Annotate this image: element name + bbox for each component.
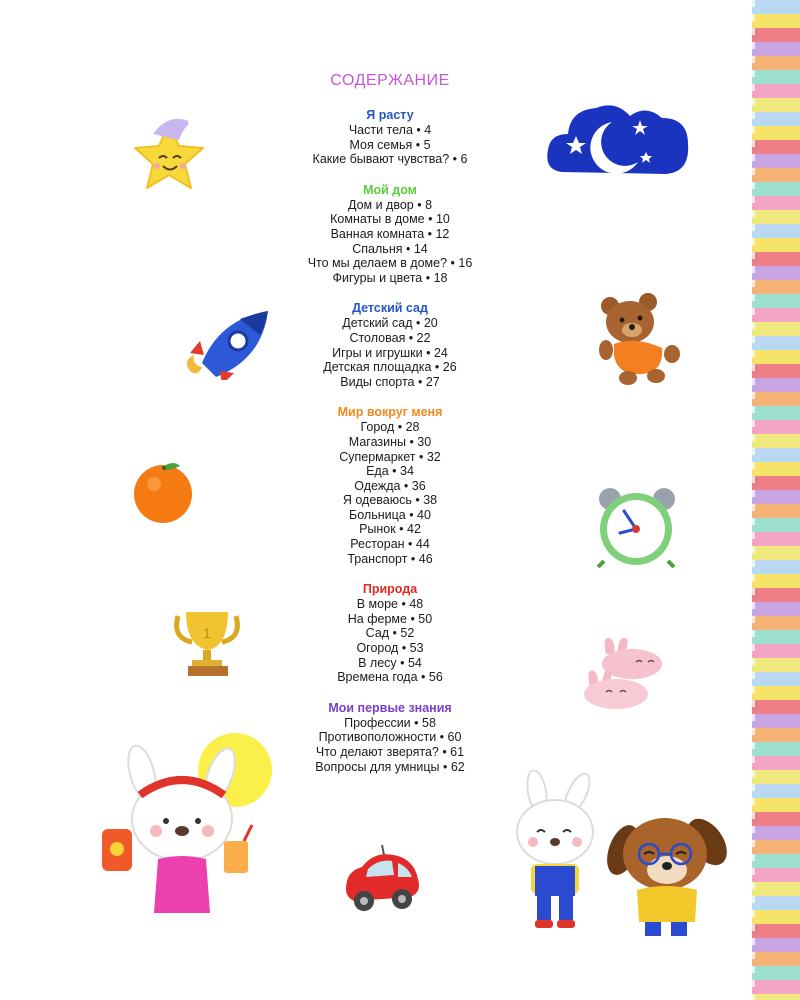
toc-entry[interactable]: Вопросы для умницы • 62: [315, 759, 465, 774]
toc-entry[interactable]: Сад • 52: [365, 626, 415, 641]
slippers-icon: [582, 634, 677, 712]
teddy-bear-icon: [592, 292, 687, 387]
section-title: Детский сад: [352, 301, 428, 316]
section-pervye-znaniya: [250, 701, 530, 774]
toc-entry[interactable]: Виды спорта • 27: [340, 374, 440, 389]
toy-car-icon: [340, 845, 425, 915]
puppy-icon: [605, 810, 730, 940]
bunny-girl-icon: [100, 745, 265, 930]
toc-entry[interactable]: Супермаркет • 32: [339, 449, 441, 464]
toc-entry[interactable]: Город • 28: [360, 420, 420, 435]
toc-entry[interactable]: Я одеваюсь • 38: [342, 493, 438, 508]
rocket-icon: [180, 305, 275, 380]
toc-entry[interactable]: Спальня • 14: [352, 241, 428, 256]
toc-entry[interactable]: Какие бывают чувства? • 6: [312, 152, 468, 167]
section-moy-dom: [250, 183, 530, 286]
toc-entry[interactable]: Ванная комната • 12: [330, 226, 450, 241]
section-detsky-sad: [250, 301, 530, 389]
section-title: Я расту: [366, 108, 414, 122]
alarm-clock-icon: [586, 483, 686, 568]
toc-entry[interactable]: Времена года • 56: [337, 670, 443, 685]
star-icon: [125, 110, 215, 200]
toc-entry[interactable]: Противоположности • 60: [318, 730, 462, 745]
trophy-icon: [170, 608, 245, 678]
toc-entry[interactable]: На ферме • 50: [347, 611, 433, 626]
section-ya-rastu: [250, 108, 530, 167]
toc-entry[interactable]: Что мы делаем в доме? • 16: [307, 256, 473, 271]
toc-entry[interactable]: Одежда • 36: [354, 478, 426, 493]
toc-entry[interactable]: Части тела • 4: [348, 123, 432, 137]
toc-entry[interactable]: В море • 48: [356, 597, 424, 612]
toc-entry[interactable]: Ресторан • 44: [350, 537, 430, 552]
toc-entry[interactable]: Транспорт • 46: [347, 551, 433, 566]
toc-entry[interactable]: Фигуры и цвета • 18: [332, 270, 448, 285]
toc-entry[interactable]: Столовая • 22: [349, 330, 431, 345]
section-title: Мои первые знания: [328, 700, 452, 715]
toc-entry[interactable]: Еда • 34: [366, 464, 414, 479]
toc-entry[interactable]: Огород • 53: [356, 641, 424, 656]
toc-entry[interactable]: В лесу • 54: [358, 655, 422, 670]
toc-entry[interactable]: Детская площадка • 26: [323, 360, 457, 375]
toc-entry[interactable]: Дом и двор • 8: [347, 197, 433, 212]
toc-entry[interactable]: Профессии • 58: [344, 715, 436, 730]
svg-text:1: 1: [203, 625, 211, 641]
toc-entry[interactable]: Магазины • 30: [348, 434, 432, 449]
section-title: Мой дом: [363, 182, 417, 197]
moon-cloud-icon: [542, 96, 692, 184]
toc-entry[interactable]: Что делают зверята? • 61: [315, 745, 465, 759]
orange-icon: [130, 460, 200, 524]
table-of-contents: [250, 72, 530, 790]
toc-entry[interactable]: Комнаты в доме • 10: [330, 212, 450, 227]
toc-entry[interactable]: Моя семья • 5: [349, 137, 431, 152]
toc-entry[interactable]: Игры и игрушки • 24: [332, 345, 448, 360]
section-title: Мир вокруг меня: [337, 405, 443, 420]
decorative-stripes: [752, 0, 800, 1000]
page-title: СОДЕРЖАНИЕ: [330, 72, 450, 89]
section-priroda: [250, 582, 530, 685]
section-title: Природа: [362, 582, 418, 597]
bunny-boy-icon: [505, 770, 605, 930]
toc-entry[interactable]: Больница • 40: [349, 507, 431, 522]
section-mir-vokrug: [250, 405, 530, 566]
toc-entry[interactable]: Рынок • 42: [359, 522, 421, 537]
toc-entry[interactable]: Детский сад • 20: [342, 316, 438, 331]
